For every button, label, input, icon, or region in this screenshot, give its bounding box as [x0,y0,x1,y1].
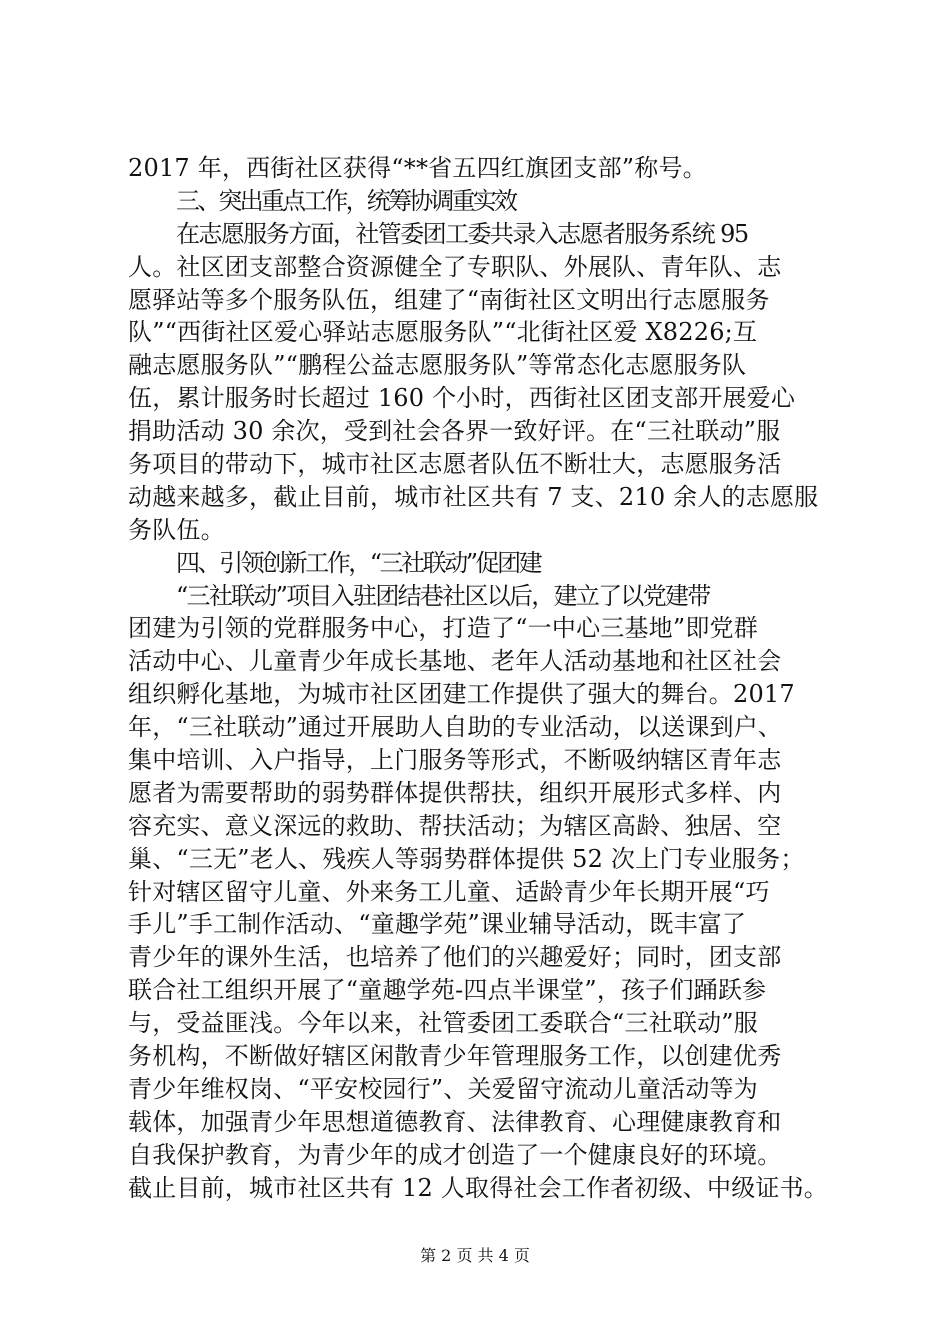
text-line: 人。社区团支部整合资源健全了专职队、外展队、青年队、志 [128,252,782,281]
text-line: 青少年维权岗、“平安校园行”、关爱留守流动儿童活动等为 [128,1074,758,1103]
text-line: 团建为引领的党群服务中心，打造了“一中心三基地”即党群 [128,614,758,643]
body-text [128,152,848,1205]
text-line: 务机构，不断做好辖区闲散青少年管理服务工作，以创建优秀 [128,1042,782,1071]
text-line: 四、引领创新工作，“三社联动”促团建 [176,548,541,577]
text-line: 集中培训、入户指导，上门服务等形式，不断吸纳辖区青年志 [128,746,782,775]
text-line: 手儿”手工制作活动、“童趣学苑”课业辅导活动，既丰富了 [128,910,747,939]
text-line: 三、突出重点工作，统筹协调重实效 [176,186,516,215]
text-line: 融志愿服务队”“鹏程公益志愿服务队”等常态化志愿服务队 [128,351,747,380]
text-line: 巢、“三无”老人、残疾人等弱势群体提供 52 次上门专业服务； [128,844,805,873]
text-line: 载体，加强青少年思想道德教育、法律教育、心理健康教育和 [128,1107,782,1136]
text-line: 捐助活动 30 余次，受到社会各界一致好评。在“三社联动”服 [128,417,781,446]
text-line: 愿驿站等多个服务队伍，组建了“南街社区文明出行志愿服务 [128,285,770,314]
text-line: 与，受益匪浅。今年以来，社管委团工委联合“三社联动”服 [128,1009,758,1038]
text-line: 组织孵化基地，为城市社区团建工作提供了强大的舞台。2017 [128,680,795,709]
text-line: 青少年的课外生活，也培养了他们的兴趣爱好；同时，团支部 [128,943,782,972]
text-line: 务队伍。 [128,515,225,544]
text-line: 年，“三社联动”通过开展助人自助的专业活动，以送课到户、 [128,713,783,742]
text-line: 截止目前，城市社区共有 12 人取得社会工作者初级、中级证书。 [128,1173,828,1202]
text-line: 在志愿服务方面，社管委团工委共录入志愿者服务系统 95 [176,219,748,248]
text-line: “三社联动”项目入驻团结巷社区以后，建立了以党建带 [176,581,710,610]
text-line: 伍，累计服务时长超过 160 个小时，西街社区团支部开展爱心 [128,384,796,413]
text-line: 队”“西街社区爱心驿站志愿服务队”“北街社区爱 X8226;互 [128,318,758,347]
text-line: 2017 年，西街社区获得“**省五四红旗团支部”称号。 [128,154,707,182]
text-line: 容充实、意义深远的救助、帮扶活动；为辖区高龄、独居、空 [128,811,782,840]
text-line: 动越来越多，截止目前，城市社区共有 7 支、210 余人的志愿服 [128,482,819,511]
text-line: 联合社工组织开展了“童趣学苑-四点半课堂”，孩子们踊跃参 [128,976,767,1005]
text-line: 自我保护教育，为青少年的成才创造了一个健康良好的环境。 [128,1140,782,1169]
text-line: 针对辖区留守儿童、外来务工儿童、适龄青少年长期开展“巧 [128,877,770,906]
page-footer: 第 2 页 共 4 页 [420,1246,530,1265]
text-line: 务项目的带动下，城市社区志愿者队伍不断壮大，志愿服务活 [128,450,782,479]
text-line: 活动中心、儿童青少年成长基地、老年人活动基地和社区社会 [128,647,782,676]
text-line: 愿者为需要帮助的弱势群体提供帮扶，组织开展形式多样、内 [128,778,782,807]
